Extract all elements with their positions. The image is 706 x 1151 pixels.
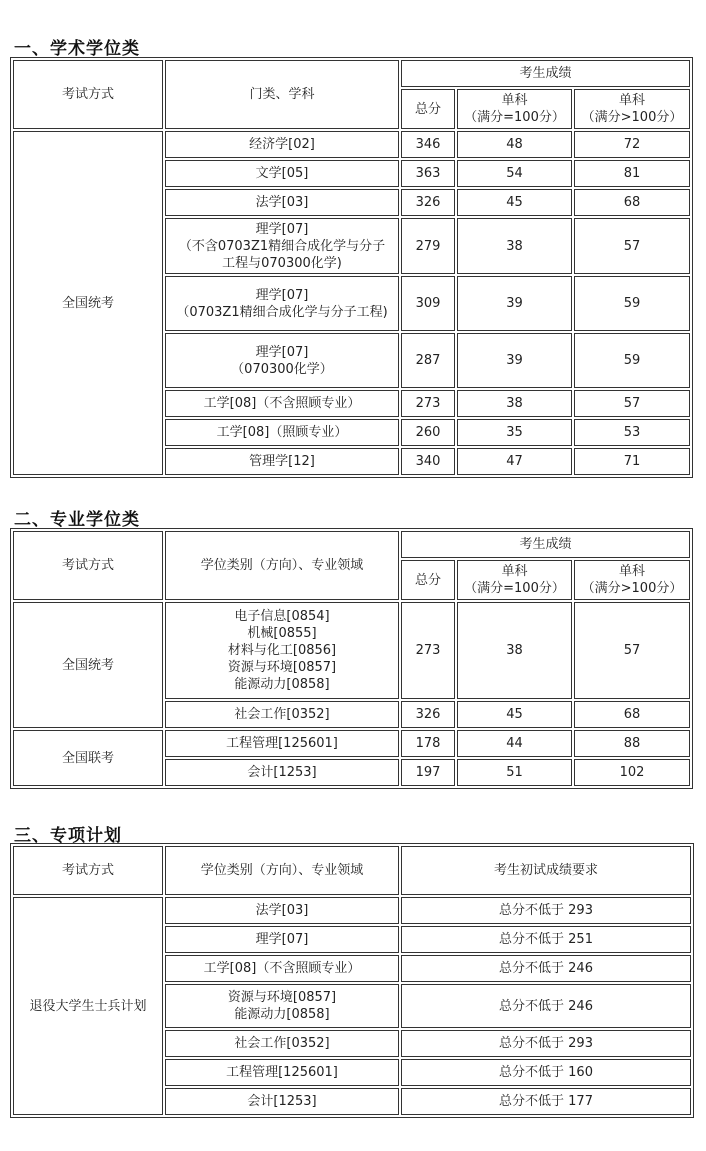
single-over-100-cell: 81: [574, 160, 690, 187]
single-100-cell: 38: [457, 602, 572, 699]
subject-cell: 社会工作[0352]: [165, 701, 399, 728]
single-100-cell: 35: [457, 419, 572, 446]
subject-cell: 工程管理[125601]: [165, 1059, 399, 1086]
header-scores: 考生成绩: [401, 60, 690, 87]
subject-cell: 会计[1253]: [165, 759, 399, 786]
total-score-cell: 279: [401, 218, 455, 274]
academic-degree-table: [10, 57, 693, 478]
header-single-100: 单科 （满分=100分）: [457, 560, 572, 600]
total-score-cell: 178: [401, 730, 455, 757]
subject-cell: 文学[05]: [165, 160, 399, 187]
total-score-cell: 309: [401, 276, 455, 331]
header-scores: 考生成绩: [401, 531, 690, 558]
subject-cell: 电子信息[0854] 机械[0855] 材料与化工[0856] 资源与环境[0857] 能源动力[0858]: [165, 602, 399, 699]
header-category: 学位类别（方向）、专业领域: [165, 846, 399, 895]
single-100-cell: 39: [457, 333, 572, 388]
single-over-100-cell: 68: [574, 701, 690, 728]
total-score-cell: 273: [401, 602, 455, 699]
requirement-cell: 总分不低于 293: [401, 897, 691, 924]
single-100-cell: 54: [457, 160, 572, 187]
single-100-cell: 48: [457, 131, 572, 158]
header-total: 总分: [401, 560, 455, 600]
single-100-cell: 38: [457, 390, 572, 417]
section3-title: 三、专项计划: [14, 826, 122, 846]
header-category: 门类、学科: [165, 60, 399, 129]
header-single-over-100: 单科 （满分>100分）: [574, 560, 690, 600]
single-over-100-cell: 88: [574, 730, 690, 757]
section2-title: 二、专业学位类: [14, 510, 140, 530]
header-single-100: 单科 （满分=100分）: [457, 89, 572, 129]
single-over-100-cell: 102: [574, 759, 690, 786]
single-100-cell: 45: [457, 189, 572, 216]
single-100-cell: 39: [457, 276, 572, 331]
total-score-cell: 273: [401, 390, 455, 417]
single-100-cell: 38: [457, 218, 572, 274]
requirement-cell: 总分不低于 251: [401, 926, 691, 953]
exam-method-cell: 全国统考: [13, 131, 163, 475]
requirement-cell: 总分不低于 246: [401, 955, 691, 982]
subject-cell: 法学[03]: [165, 189, 399, 216]
single-over-100-cell: 59: [574, 333, 690, 388]
table-row: [13, 602, 690, 699]
header-exam-method: 考试方式: [13, 531, 163, 600]
subject-cell: 工学[08]（不含照顾专业）: [165, 390, 399, 417]
requirement-cell: 总分不低于 160: [401, 1059, 691, 1086]
single-100-cell: 47: [457, 448, 572, 475]
single-over-100-cell: 68: [574, 189, 690, 216]
section1-title: 一、学术学位类: [14, 39, 140, 59]
single-over-100-cell: 53: [574, 419, 690, 446]
total-score-cell: 287: [401, 333, 455, 388]
subject-cell: 理学[07] （0703Z1精细合成化学与分子工程): [165, 276, 399, 331]
professional-degree-table: [10, 528, 693, 789]
total-score-cell: 340: [401, 448, 455, 475]
header-single-over-100: 单科 （满分>100分）: [574, 89, 690, 129]
header-category: 学位类别（方向）、专业领域: [165, 531, 399, 600]
exam-method-cell: 全国统考: [13, 602, 163, 728]
requirement-cell: 总分不低于 177: [401, 1088, 691, 1115]
total-score-cell: 346: [401, 131, 455, 158]
subject-cell: 法学[03]: [165, 897, 399, 924]
header-requirement: 考生初试成绩要求: [401, 846, 691, 895]
subject-cell: 经济学[02]: [165, 131, 399, 158]
table-row: [13, 730, 690, 757]
table-row: [13, 897, 691, 924]
header-exam-method: 考试方式: [13, 846, 163, 895]
table-row: [13, 131, 690, 158]
subject-cell: 社会工作[0352]: [165, 1030, 399, 1057]
total-score-cell: 260: [401, 419, 455, 446]
single-over-100-cell: 59: [574, 276, 690, 331]
single-100-cell: 51: [457, 759, 572, 786]
single-over-100-cell: 57: [574, 218, 690, 274]
subject-cell: 工学[08]（不含照顾专业）: [165, 955, 399, 982]
subject-cell: 理学[07] （070300化学）: [165, 333, 399, 388]
subject-cell: 会计[1253]: [165, 1088, 399, 1115]
single-over-100-cell: 57: [574, 602, 690, 699]
requirement-cell: 总分不低于 246: [401, 984, 691, 1028]
single-100-cell: 45: [457, 701, 572, 728]
subject-cell: 资源与环境[0857] 能源动力[0858]: [165, 984, 399, 1028]
subject-cell: 理学[07]: [165, 926, 399, 953]
subject-cell: 工学[08]（照顾专业）: [165, 419, 399, 446]
subject-cell: 工程管理[125601]: [165, 730, 399, 757]
header-total: 总分: [401, 89, 455, 129]
single-over-100-cell: 71: [574, 448, 690, 475]
total-score-cell: 363: [401, 160, 455, 187]
total-score-cell: 197: [401, 759, 455, 786]
single-100-cell: 44: [457, 730, 572, 757]
requirement-cell: 总分不低于 293: [401, 1030, 691, 1057]
single-over-100-cell: 72: [574, 131, 690, 158]
header-exam-method: 考试方式: [13, 60, 163, 129]
total-score-cell: 326: [401, 189, 455, 216]
subject-cell: 理学[07] （不含0703Z1精细合成化学与分子 工程与070300化学): [165, 218, 399, 274]
total-score-cell: 326: [401, 701, 455, 728]
special-plan-table: [10, 843, 694, 1118]
exam-method-cell: 退役大学生士兵计划: [13, 897, 163, 1115]
single-over-100-cell: 57: [574, 390, 690, 417]
exam-method-cell: 全国联考: [13, 730, 163, 786]
subject-cell: 管理学[12]: [165, 448, 399, 475]
